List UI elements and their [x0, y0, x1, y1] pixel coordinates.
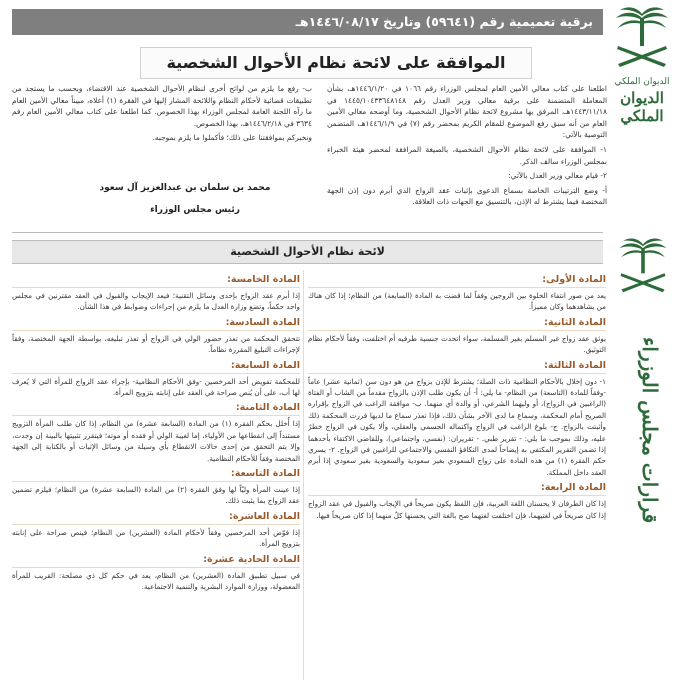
decree-paragraph: ٢- قيام معالي وزير العدل بالآتي:	[508, 171, 607, 181]
royal-court-line2: الديوان الملكي	[620, 89, 664, 125]
side-section-label: قرارات مجلس الوزراء	[638, 336, 662, 524]
article-heading: المادة الحادية عشرة:	[12, 553, 300, 568]
article-text: إذا أبرم عقد الزواج بإحدى وسائل التقنية؛ فيعد الإيجاب والقبول في العقد مقترنين في مجلس واحد حكماً، وتضع وزارة العدل ما يلزم من إجراءات وضوابط في هذا الشأن.	[12, 291, 300, 312]
article-heading: المادة الأولى:	[308, 273, 606, 288]
article	[12, 316, 300, 356]
decree-text-left	[12, 83, 312, 158]
decree-paragraph: ونخبركم بموافقتنا على ذلك؛ فأكملوا ما يلزم بموجبه.	[152, 133, 312, 143]
article	[308, 481, 606, 521]
article	[12, 401, 300, 464]
article-text: للمحكمة تفويض أحد المرخصين -وفق الأحكام النظامية- بإجراء عقد الزواج للمرأة التي لا يُعرف لها أب، على أن يُنص صراحة في العقد على إنابته بتزويج المرأة.	[12, 376, 300, 398]
section-divider	[12, 232, 603, 233]
article-heading: المادة السادسة:	[12, 316, 300, 331]
article-heading: المادة التاسعة:	[12, 467, 300, 482]
decree-text-right	[327, 83, 607, 223]
saudi-emblem-icon	[616, 236, 670, 298]
decree-paragraph: ب- رفع ما يلزم من لوائح أخرى لنظام الأحوال الشخصية عند الاقتضاء، وبحسب ما يستجد من تطبيقات قضائية لأحكام النظام واللائحة المشار إليها في الفقرة (١) أعلاه، مبيناً معالي الأمين العام ما رآه اللجنة العامة لمجلس الوزراء بهذا الخصوص. كما اطلعنا على كتاب معالي الأمين العام رقم ٣٦٣٤ في ١٤٤٦/٢/١٨هـ، بهذا الخصوص.	[12, 84, 312, 128]
article-heading: المادة الرابعة:	[308, 481, 606, 496]
article-text: إذا كان الطرفان لا يحسنان اللغة العربية، فإن اللفظ يكون صريحاً في الإيجاب والقبول في عقد الزواج إذا كان صريحاً في لغتيهما، فإن اختلفت لغتهما صح بالغة التي يحسنها كلٌ منهما إذا كان صريحاً فيها.	[308, 499, 606, 520]
main-title: الموافقة على لائحة نظام الأحوال الشخصية	[140, 47, 532, 79]
article	[308, 316, 606, 356]
signature-name: محمد بن سلمان بن عبدالعزيز آل سعود	[99, 183, 271, 193]
regulation-title: لائحة نظام الأحوال الشخصية	[12, 240, 603, 264]
article-text: إذا عينت المرأة وليّاً لها وفق الفقرة (٢) من المادة (السابعة عشرة) من النظام؛ فيلزم تضمين عقد الزواج بما يثبت ذلك.	[12, 485, 300, 506]
decree-paragraph: اطلعنا على كتاب معالي الأمين العام لمجلس الوزراء رقم ١٠٦٦ في ١٤٤٦/١/٢٠هـ، بشأن المعاملة المتضمنة على برقية معالي وزير العدل رقم ١٤٤٥/١٠٤٣٣٦٤٨١٤٨ في ١٤٤٣/١١/١٨هـ، المرفق بها مشروع لائحة نظام الأحوال الشخصية، وما أوضحه معالي الأمين العام من أنه سبق رفع الموضوع للمقام الكريم بمحضر رقم (٧) في ١٤٤٦/١/٩هـ، المتضمن التوصية بالآتي:	[327, 84, 607, 140]
saudi-emblem-icon	[612, 6, 672, 72]
circular-title-bar: برقية تعميمية رقم (٥٩٦٤١) وتاريخ ١٤٤٦/٠٨/١٧هـ	[12, 9, 603, 35]
decree-paragraph: ١- الموافقة على لائحة نظام الأحوال الشخصية، بالصيغة المرافقة لمحضر هيئة الخبراء بمجلس الوزراء سالف الذكر.	[327, 144, 607, 166]
royal-court-line1: الديوان الملكي	[614, 77, 670, 87]
article	[12, 553, 300, 593]
article-heading: المادة الثالثة:	[308, 359, 606, 374]
article-heading: المادة الثامنة:	[12, 401, 300, 416]
articles-column-left	[12, 270, 300, 680]
article	[12, 510, 300, 550]
article-text: ١- دون إخلال بالأحكام النظامية ذات الصلة؛ يشترط للإذن بزواج من هو دون سن (ثمانية عشر) عاماً -وفقاً للمادة (التاسعة) من النظام- ما يلي: أ- أن يكون طلب الإذن بالزواج مقدماً من الشاب أو الفتاة (الراغبين في الزواج)، أو وليهما الشرعي، أو والدة أي منهما. ب- موافقة الراغب في الزواج بإقراره الصريح أمام المحكمة، وسماع ما لدى الآخر بشأن ذلك، فإذا تعذر سماع ما لديها قررت المحكمة ذلك وأثبتت بالزواج. ج- بلوغ الراغب في الزواج واكتماله الجسمي والعقلي، وألا يكون في الزواج خطرٌ عليه، وذلك بموجب ما يلي: - تقرير طبي. - تقريران: (نفسي، واجتماعي)، وللقاضي الاكتفاء بأحدهما إذا تضمن التقرير المكتفى به إيضاحاً لمدى التكافؤ النفسي والاجتماعي للراغبين في الزواج. ٢- يسري حكم الفقرة (١) من هذه المادة على زواج السعودي بغير سعودية والسعودية بغير سعودي إذا أبرم العقد داخل المملكة.	[308, 376, 606, 477]
article-text: في سبيل تطبيق المادة (العشرين) من النظام، يعد في حكم كل ذي مصلحة: القريب للمرأة المعضولة، ووزارة الموارد البشرية والتنمية الاجتماعية.	[12, 570, 300, 592]
article	[12, 273, 300, 313]
articles-column-right	[308, 270, 606, 680]
article-heading: المادة العاشرة:	[12, 510, 300, 525]
article-heading: المادة السابعة:	[12, 359, 300, 374]
royal-court-logo	[606, 77, 678, 125]
article-text: تتحقق المحكمة من تعذر حضور الولي في الزواج أو تعذر تبليغه، بواسطة الجهة المختصة، وفقاً لإجراءات التبليغ المقررة نظاماً.	[12, 333, 300, 355]
article	[12, 359, 300, 399]
article-text: يوثق عقد زواج غير المسلم بغير المسلمة، سواء اتحدت جنسية طرفيه أم اختلفت، وفقاً لأحكام نظام التوثيق.	[308, 333, 606, 355]
decree-paragraph: أ- وضع الترتيبات الخاصة بسماع الدعوى بإثبات عقد الزواج الذي أبرم دون إذن الجهة المختصة فيما يشترط له الإذن، بالتنسيق مع الجهات ذات العلاقة.	[327, 185, 607, 207]
article	[12, 467, 300, 507]
column-divider	[303, 270, 304, 680]
article-text: إذا أُخلل بحكم الفقرة (١) من المادة (السابعة عشرة) من النظام، إذا كان طلب المرأة التزويج مستنداً إلى انقطاعها من الأولياء، إما لغيبة الولي أو فقده أو موته؛ فيتقرر تثبيتها بالبينة إن وجدت، وإلا يتم التحقق من إحدى حالات الانقطاع بأي وسيلة من وسائل الإثبات أو بالكتابة إلى الجهة المختصة وفقاً للأحكام النظامية.	[12, 419, 300, 463]
article	[308, 359, 606, 479]
article-text: يعد من صور انتفاء الخلوة بين الزوجين وفقاً لما قضت به المادة (السابعة) من النظام؛ إذا كان هناك من يشاهدهما وكان مميزاً.	[308, 291, 606, 312]
article	[308, 273, 606, 313]
article-heading: المادة الخامسة:	[12, 273, 300, 288]
article-text: إذا فوّض أحد المرخصين وفقاً لأحكام المادة (العشرين) من النظام؛ فينص صراحة على إنابته بتزويج المرأة.	[12, 527, 300, 549]
article-heading: المادة الثانية:	[308, 316, 606, 331]
signature-title: رئيس مجلس الوزراء	[150, 205, 240, 215]
